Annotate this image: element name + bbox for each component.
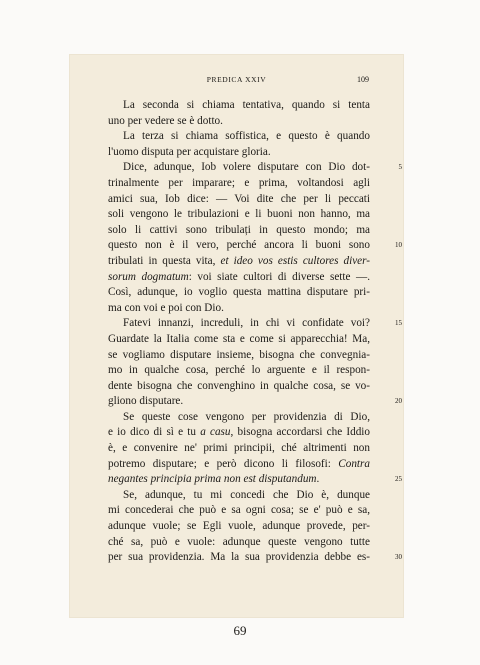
italic-latin-phrase: a casu [200,426,231,439]
text-line [108,519,370,535]
text-line [108,316,402,332]
italic-latin-phrase: et ideo vos estis cultores diver- [220,254,370,267]
text-segment: se vogliamo disputare insieme, bisogna che convegnia- [108,348,370,361]
text-line [108,98,370,114]
text-line [108,114,370,130]
text-line [108,457,370,473]
text-segment: La terza si chiama soffistica, e questo è quando [123,130,370,143]
folio-number: 109 [357,75,369,84]
text-segment: solo li cattivi sono tribulați in questo mondo; ma [108,223,370,236]
text-segment: Guardate la Italia come sta e come si apparecchia! Ma, [108,332,370,345]
text-segment: è, e convenire ne' primi principii, ché altrimenti non [108,442,370,455]
text-segment: adunque vuole; se Egli vuole, adunque provede, per- [108,520,370,533]
text-segment: gliono disputare. [108,395,184,408]
text-line [108,223,370,239]
text-segment: mo in qualche cosa, perché lo arguente e il respon- [108,364,370,377]
text-line [108,425,370,441]
italic-latin-phrase: negantes principia prima non est disputandum [108,473,317,486]
text-segment: Fatevi innanzi, increduli, in chi vi confidate voi? [123,317,370,330]
text-line [108,145,370,161]
text-segment: per sua providenzia. Ma la sua providenzia debbe es- [108,551,370,564]
text-segment: l'uomo disputa per acquistare gloria. [108,145,271,158]
text-line [108,472,402,488]
text-line [108,192,370,208]
body-text [108,98,402,566]
text-line [108,550,402,566]
text-line [108,410,370,426]
line-number: 15 [395,319,402,328]
running-title: PREDICA XXIV [206,75,267,84]
text-segment: . [316,473,320,486]
text-segment: e io dico di sì e tu [108,426,201,439]
text-segment: amici sua, Iob dice: — Voi dite che per li peccati [108,192,370,205]
text-line [108,270,370,286]
text-segment: soli vengono le tribulazioni e li buoni non hanno, ma [108,208,370,221]
text-segment: ma con voi e poi con Dio. [108,301,224,314]
text-segment: dente bisogna che convenghino in qualche cosa, se vo- [108,379,370,392]
text-line [108,332,370,348]
text-segment: , bisogna accordarsi che Iddio [230,426,371,439]
text-segment: : voi siate cultori di diverse sette —. [188,270,370,283]
text-line [108,129,370,145]
text-segment: potremo disputare; e però dicono li filosofi: [108,457,339,470]
text-line [108,441,370,457]
line-number: 20 [395,397,402,406]
text-line [108,285,370,301]
text-segment: Se queste cose vengono per providenzia di Dio, [123,410,370,423]
text-line [108,488,370,504]
text-segment: questo non è il vero, perché ancora li buoni sono [108,239,370,252]
text-line [108,176,370,192]
text-segment: uno per vedere se è dotto. [108,114,223,127]
italic-latin-phrase: sorum dogmatum [108,270,189,283]
text-segment: ché sa, può e vuole: adunque queste vengono tutte [108,535,370,548]
line-number: 30 [395,553,402,562]
line-number: 25 [395,475,402,484]
text-line [108,503,370,519]
text-segment: Se, adunque, tu mi concedi che Dio è, dunque [123,488,370,501]
text-segment: Così, adunque, io voglio questa mattina disputare pri- [108,286,370,299]
text-line [108,348,370,364]
text-line [108,394,402,410]
text-line [108,238,402,254]
italic-latin-phrase: Contra [338,457,370,470]
text-line [108,363,370,379]
text-segment: tribulati in questa vita, [108,254,221,267]
text-line [108,207,370,223]
text-segment: mi concederai che può e sa ogni cosa; se e' può e sa, [108,504,370,517]
line-number: 10 [395,241,402,250]
scan-page-number: 69 [233,623,247,638]
line-number: 5 [398,163,402,172]
book-page [70,55,403,617]
text-line [108,379,370,395]
text-line [108,301,370,317]
text-line [108,254,370,270]
text-segment: Dice, adunque, Iob volere disputare con Dio dot- [123,161,370,174]
text-line [108,535,370,551]
text-segment: trinalmente per imparare; e prima, voltandosi agli [108,176,370,189]
text-segment: La seconda si chiama tentativa, quando si tenta [123,99,370,111]
text-line [108,160,402,176]
